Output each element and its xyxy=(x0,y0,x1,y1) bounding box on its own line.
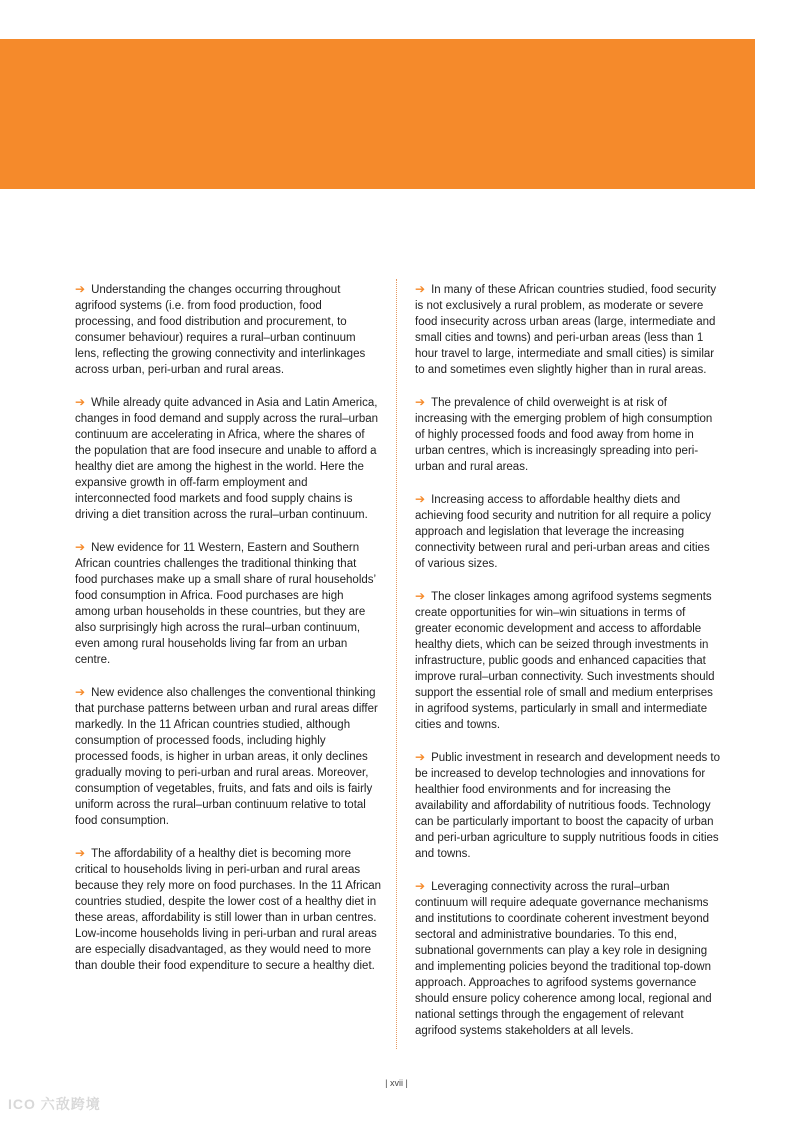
key-message: ➔ The affordability of a healthy diet is becoming more critical to households living in peri-urban and rural areas because they rely more on food purchases. In the 11 African countries studied, despite the lower cost of a healthy diet in these areas, affordability is still lower than in urban centres. Low-income households living in peri-urban and rural areas are especially disadvantaged, as they would need to more than double their food expenditure to secure a healthy diet. xyxy=(75,846,381,972)
watermark: ICO 六敌跨境 xyxy=(8,1096,101,1112)
arrow-right-icon: ➔ xyxy=(415,879,426,893)
arrow-right-icon: ➔ xyxy=(415,750,426,764)
header-banner xyxy=(0,39,755,189)
key-message: ➔ Leveraging connectivity across the rural–urban continuum will require adequate governance mechanisms and institutions to coordinate coherent investment beyond sectoral and administrative boundaries. To this end, subnational governments can play a key role in designing and implementing policies beyond the traditional top-down approach. Approaches to agrifood systems governance should ensure policy coherence among local, regional and national settings through the engagement of relevant agrifood systems stakeholders at all levels. xyxy=(415,879,712,1037)
arrow-right-icon: ➔ xyxy=(415,282,426,296)
arrow-right-icon: ➔ xyxy=(75,685,86,699)
key-message: ➔ New evidence also challenges the conventional thinking that purchase patterns between urban and rural areas differ markedly. In the 11 African countries studied, although consumption of processed foods, including highly processed foods, is higher in urban areas, it only declines gradually moving to peri-urban and rural areas. Moreover, consumption of vegetables, fruits, and fats and oils is fairly uniform across the rural–urban continuum relative to total food consumption. xyxy=(75,685,378,827)
key-message: ➔ Understanding the changes occurring throughout agrifood systems (i.e. from food production, food processing, and food distribution and procurement, to consumer behaviour) requires a rural–urban continuum lens, reflecting the growing connectivity and interlinkages across urban, peri-urban and rural areas. xyxy=(75,282,366,376)
arrow-right-icon: ➔ xyxy=(75,395,86,409)
arrow-right-icon: ➔ xyxy=(75,540,86,554)
left-column xyxy=(75,281,381,990)
arrow-right-icon: ➔ xyxy=(415,395,426,409)
right-column xyxy=(415,281,721,1055)
key-message: ➔ Public investment in research and development needs to be increased to develop technologies and innovations for healthier food environments and for increasing the availability and affordability of nutritious foods. Technology can be particularly important to boost the capacity of urban and peri-urban agriculture to supply nutritious foods in cities and towns. xyxy=(415,750,721,860)
column-divider xyxy=(396,279,397,1049)
key-message: ➔ The prevalence of child overweight is at risk of increasing with the emerging problem of high consumption of highly processed foods and food away from home in urban centres, which is increasingly spreading into peri-urban and rural areas. xyxy=(415,395,713,473)
key-message: ➔ In many of these African countries studied, food security is not exclusively a rural problem, as moderate or severe food insecurity across urban areas (large, intermediate and small cities and towns) and peri-urban areas (less than 1 hour travel to large, intermediate and small cities) is similar to and sometimes even slightly higher than in rural areas. xyxy=(415,282,717,376)
key-message: ➔ The closer linkages among agrifood systems segments create opportunities for win–win situations in terms of greater economic development and access to affordable healthy diets, which can be seized through investments in infrastructure, public goods and enhanced capacities that improve rural–urban connectivity. Such investments should support the essential role of small and medium enterprises in agrifood systems, particularly in small and intermediate cities and towns. xyxy=(415,589,715,731)
arrow-right-icon: ➔ xyxy=(415,492,426,506)
arrow-right-icon: ➔ xyxy=(75,846,86,860)
key-message: ➔ New evidence for 11 Western, Eastern and Southern African countries challenges the traditional thinking that food purchases make up a small share of rural households’ food consumption in Africa. Food purchases are high among urban households in these countries, but they are also surprisingly high across the rural–urban continuum, even among rural households living far from an urban centre. xyxy=(75,540,376,666)
key-message: ➔ While already quite advanced in Asia and Latin America, changes in food demand and supply across the rural–urban continuum are accelerating in Africa, where the shares of the population that are food insecure and unable to afford a healthy diet are among the highest in the world. Here the expansive growth in off-farm employment and interconnected food markets and food supply chains is driving a diet transition across the rural–urban continuum. xyxy=(75,395,379,521)
arrow-right-icon: ➔ xyxy=(75,282,86,296)
key-message: ➔ Increasing access to affordable healthy diets and achieving food security and nutrition for all require a policy approach and legislation that leverage the increasing connectivity between rural and peri-urban areas and cities of various sizes. xyxy=(415,492,711,570)
page-number: | xvii | xyxy=(385,1078,408,1088)
arrow-right-icon: ➔ xyxy=(415,589,426,603)
